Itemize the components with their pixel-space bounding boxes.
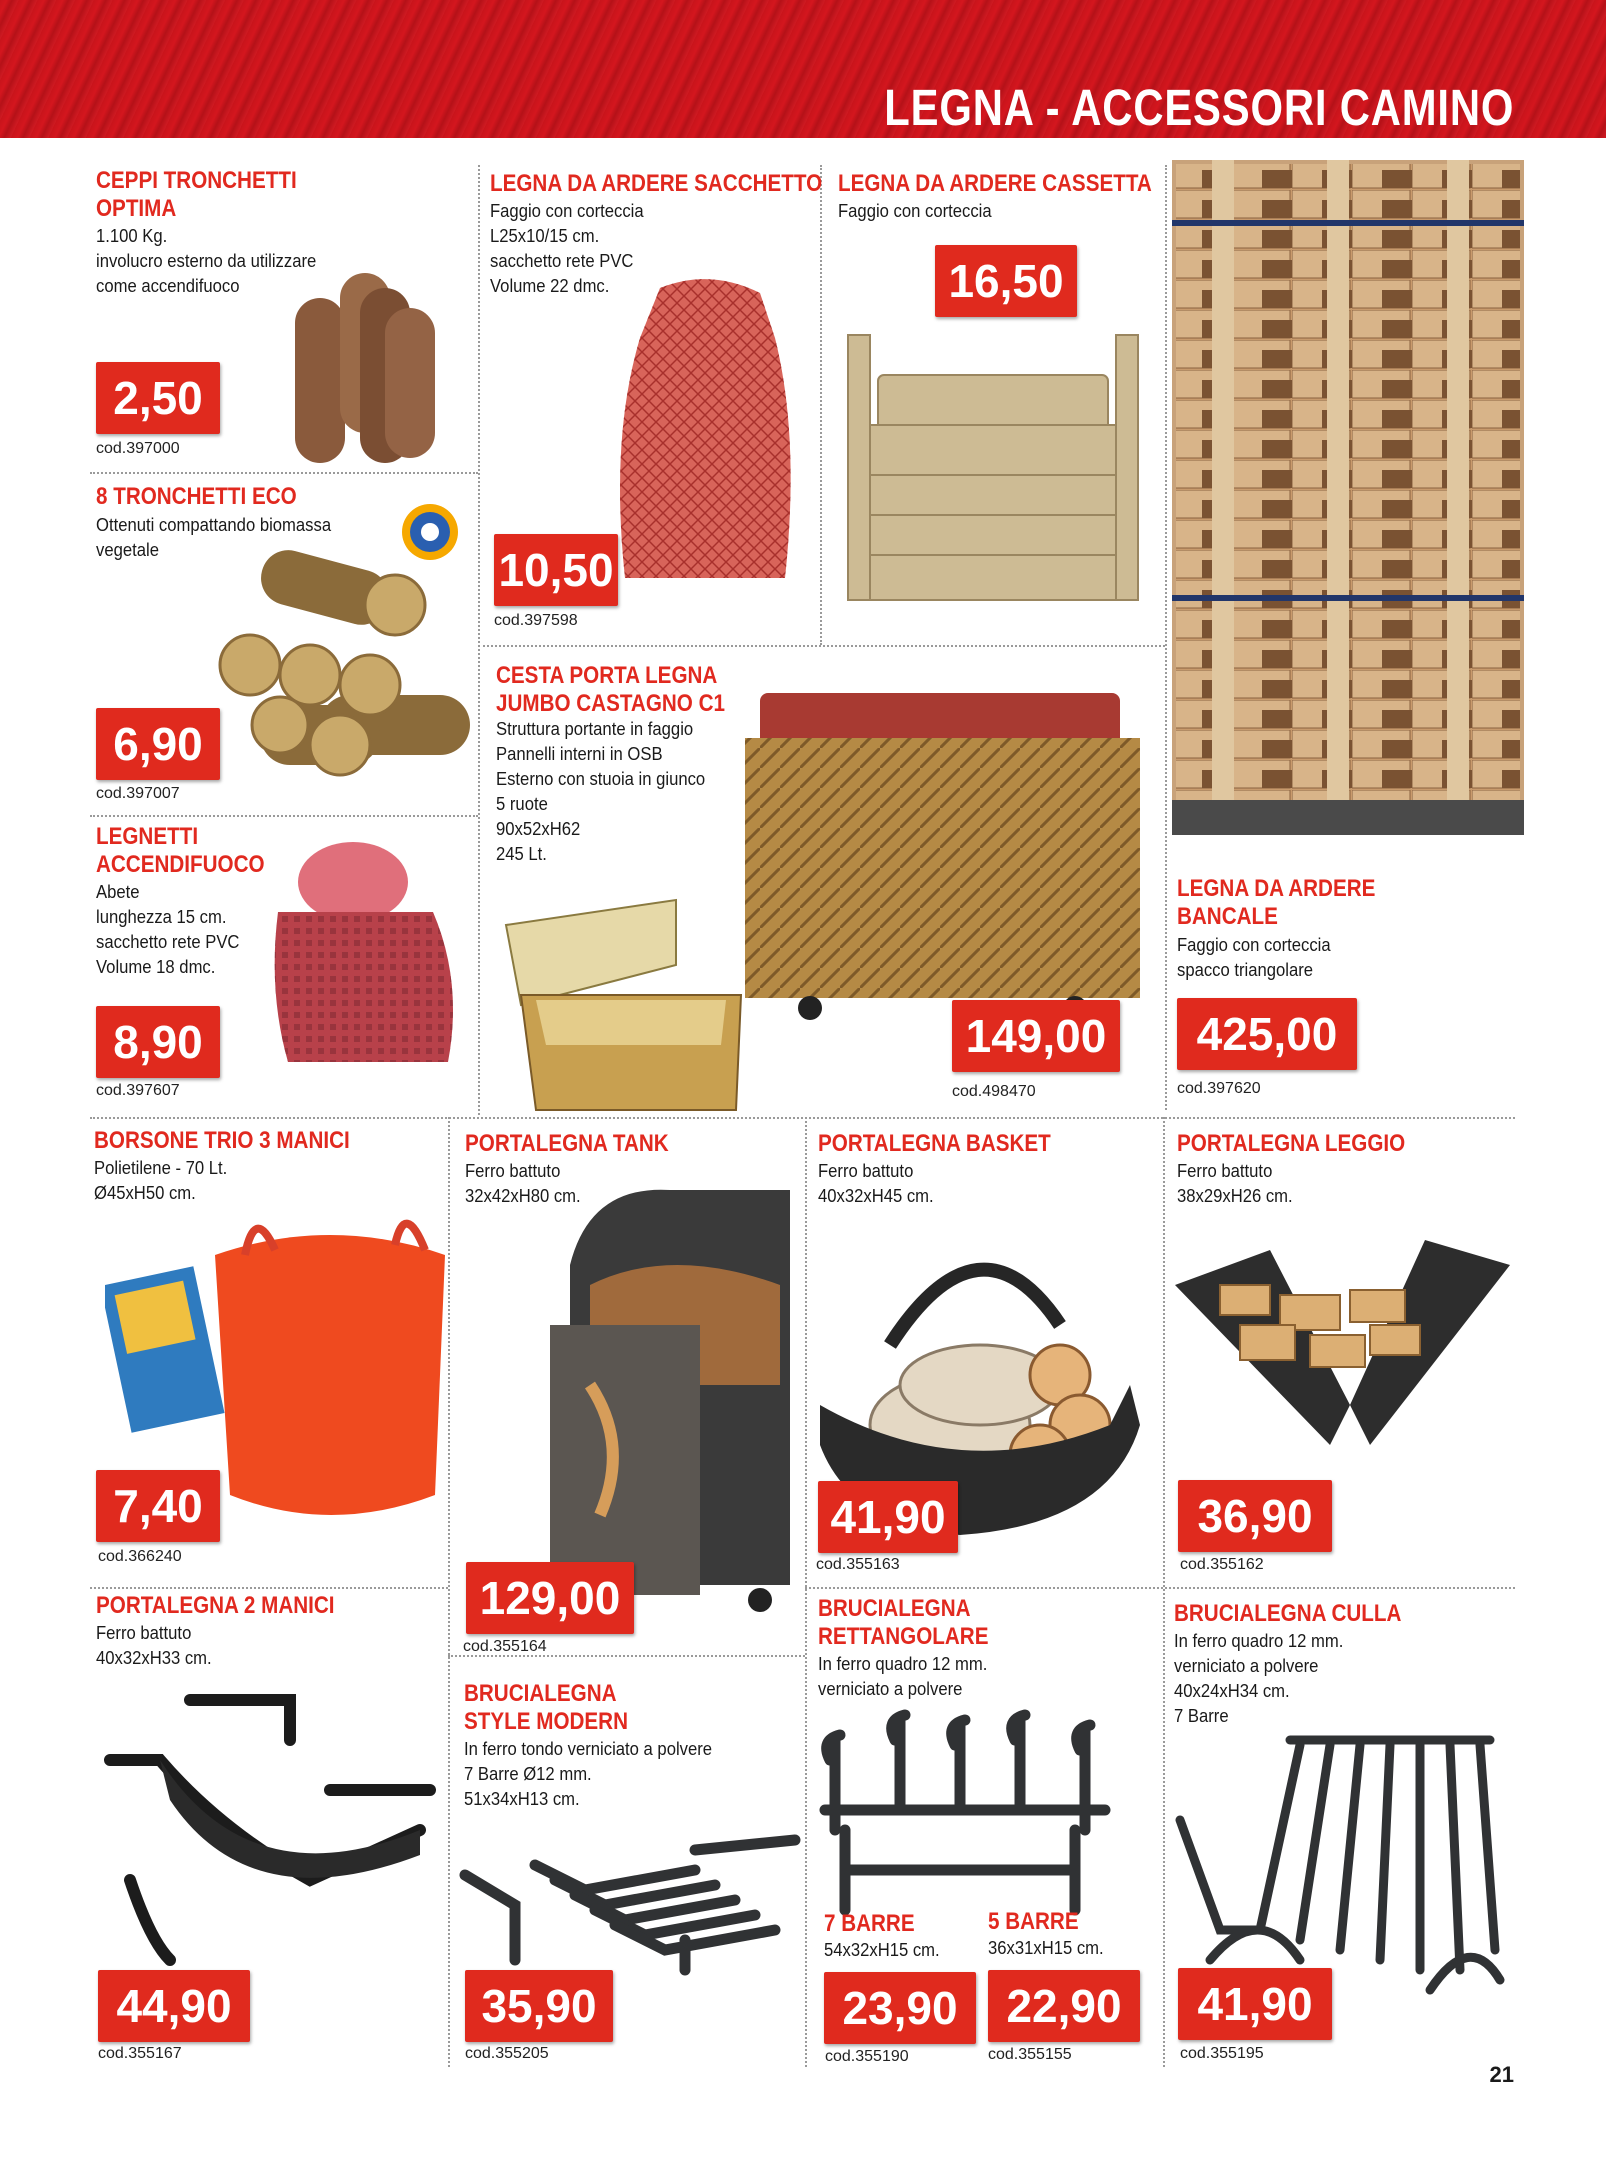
cesta-open-image [496,895,756,1115]
price-tag: 6,90 [96,708,220,780]
product-code: cod.355195 [1180,2045,1264,2062]
divider [805,1117,807,2067]
product-description: 1.100 Kg. involucro esterno da utilizzare come accendifuoco [96,225,317,296]
price-tag: 10,50 [494,534,618,606]
divider [478,165,480,1115]
product-title: BRUCIALEGNA CULLA [1174,1600,1402,1627]
product-description: Abete lunghezza 15 cm. sacchetto rete PVC Volume 18 dmc. [96,881,240,977]
product-title: PORTALEGNA BASKET [818,1130,1051,1157]
price-tag: 129,00 [466,1562,634,1634]
tronchetti-eco-image [200,545,470,785]
price-tag: 425,00 [1177,998,1357,1070]
product-code: cod.366240 [98,1548,182,1565]
product-code: cod.397607 [96,1082,180,1099]
price-tag: 8,90 [96,1006,220,1078]
price-tag: 41,90 [818,1481,958,1553]
price-tag: 35,90 [465,1970,613,2042]
price-tag: 149,00 [952,1000,1120,1072]
product-code: cod.498470 [952,1083,1036,1100]
ceppi-image [285,268,445,468]
product-description: Ferro battuto 40x32xH33 cm. [96,1622,212,1668]
variant-title: 5 BARRE [988,1908,1079,1935]
product-code: cod.355164 [463,1638,547,1655]
product-description: Faggio con corteccia L25x10/15 cm. sacchetto rete PVC Volume 22 dmc. [490,200,644,296]
due-manici-image [100,1680,445,1970]
product-title: LEGNA DA ARDERE BANCALE [1177,875,1376,930]
page-number: 21 [1489,2062,1514,2087]
product-title: LEGNA DA ARDERE CASSETTA [838,170,1152,197]
divider [478,645,1165,647]
variant-title: 7 BARRE [824,1910,915,1937]
product-description: Ferro battuto 38x29xH26 cm. [1177,1160,1293,1206]
cesta-image [740,688,1145,1023]
divider [90,1587,448,1589]
product-description: Faggio con corteccia spacco triangolare [1177,934,1331,980]
page-title: LEGNA - ACCESSORI CAMINO [884,79,1514,136]
product-title: CESTA PORTA LEGNA JUMBO CASTAGNO C1 [496,662,725,717]
product-description: Ottenuti compattando biomassa vegetale [96,514,332,560]
bancale-image [1172,160,1524,835]
product-title: LEGNA DA ARDERE SACCHETTO [490,170,823,197]
price-tag: 44,90 [98,1970,250,2042]
product-code: cod.355190 [825,2048,909,2065]
product-description: In ferro quadro 12 mm. verniciato a polvere 40x24xH34 cm. 7 Barre [1174,1630,1344,1726]
product-code: cod.397000 [96,440,180,457]
product-code: cod.397620 [1177,1080,1261,1097]
variant-size: 36x31xH15 cm. [988,1937,1104,1958]
price-tag: 7,40 [96,1470,220,1542]
leggio-image [1170,1235,1515,1450]
product-description: Ferro battuto 40x32xH45 cm. [818,1160,934,1206]
product-title: BRUCIALEGNA STYLE MODERN [464,1680,628,1735]
legnetti-image [258,832,468,1072]
rettangolare-image [815,1700,1115,1920]
product-title: BRUCIALEGNA RETTANGOLARE [818,1595,989,1650]
product-description: In ferro tondo verniciato a polvere 7 Barre Ø12 mm. 51x34xH13 cm. [464,1738,713,1809]
sacchetto-image [600,268,810,588]
product-description: Ferro battuto 32x42xH80 cm. [465,1160,581,1206]
product-title: 8 TRONCHETTI ECO [96,483,297,510]
divider [90,815,478,817]
product-title: BORSONE TRIO 3 MANICI [94,1127,350,1154]
product-description: Faggio con corteccia [838,200,992,221]
divider [805,1587,1515,1589]
product-code: cod.355205 [465,2045,549,2062]
divider [90,1117,1515,1119]
price-tag: 22,90 [988,1970,1140,2042]
variant-size: 54x32xH15 cm. [824,1939,940,1960]
product-description: In ferro quadro 12 mm. verniciato a polvere [818,1653,988,1699]
divider [1163,1117,1165,2067]
price-tag: 41,90 [1178,1968,1332,2040]
product-code: cod.397007 [96,785,180,802]
product-title: PORTALEGNA LEGGIO [1177,1130,1406,1157]
product-code: cod.355167 [98,2045,182,2062]
product-code: cod.355162 [1180,1556,1264,1573]
divider [90,472,478,474]
divider [1165,165,1167,1110]
product-code: cod.355163 [816,1556,900,1573]
product-title: PORTALEGNA TANK [465,1130,669,1157]
price-tag: 2,50 [96,362,220,434]
product-title: CEPPI TRONCHETTI OPTIMA [96,167,297,222]
product-title: LEGNETTI ACCENDIFUOCO [96,823,265,878]
product-description: Struttura portante in faggio Pannelli interni in OSB Esterno con stuoia in giunco 5 ruote 90x52xH62 245 Lt. [496,718,706,864]
product-code: cod.355155 [988,2046,1072,2063]
style-modern-image [455,1830,805,1985]
cassetta-image [838,325,1148,610]
product-description: Polietilene - 70 Lt. Ø45xH50 cm. [94,1157,228,1203]
page-header-banner [0,0,1606,138]
price-tag: 23,90 [824,1972,976,2044]
product-code: cod.397598 [494,612,578,629]
price-tag: 16,50 [935,245,1077,317]
divider [820,165,822,645]
product-title: PORTALEGNA 2 MANICI [96,1592,335,1619]
price-tag: 36,90 [1178,1480,1332,1552]
